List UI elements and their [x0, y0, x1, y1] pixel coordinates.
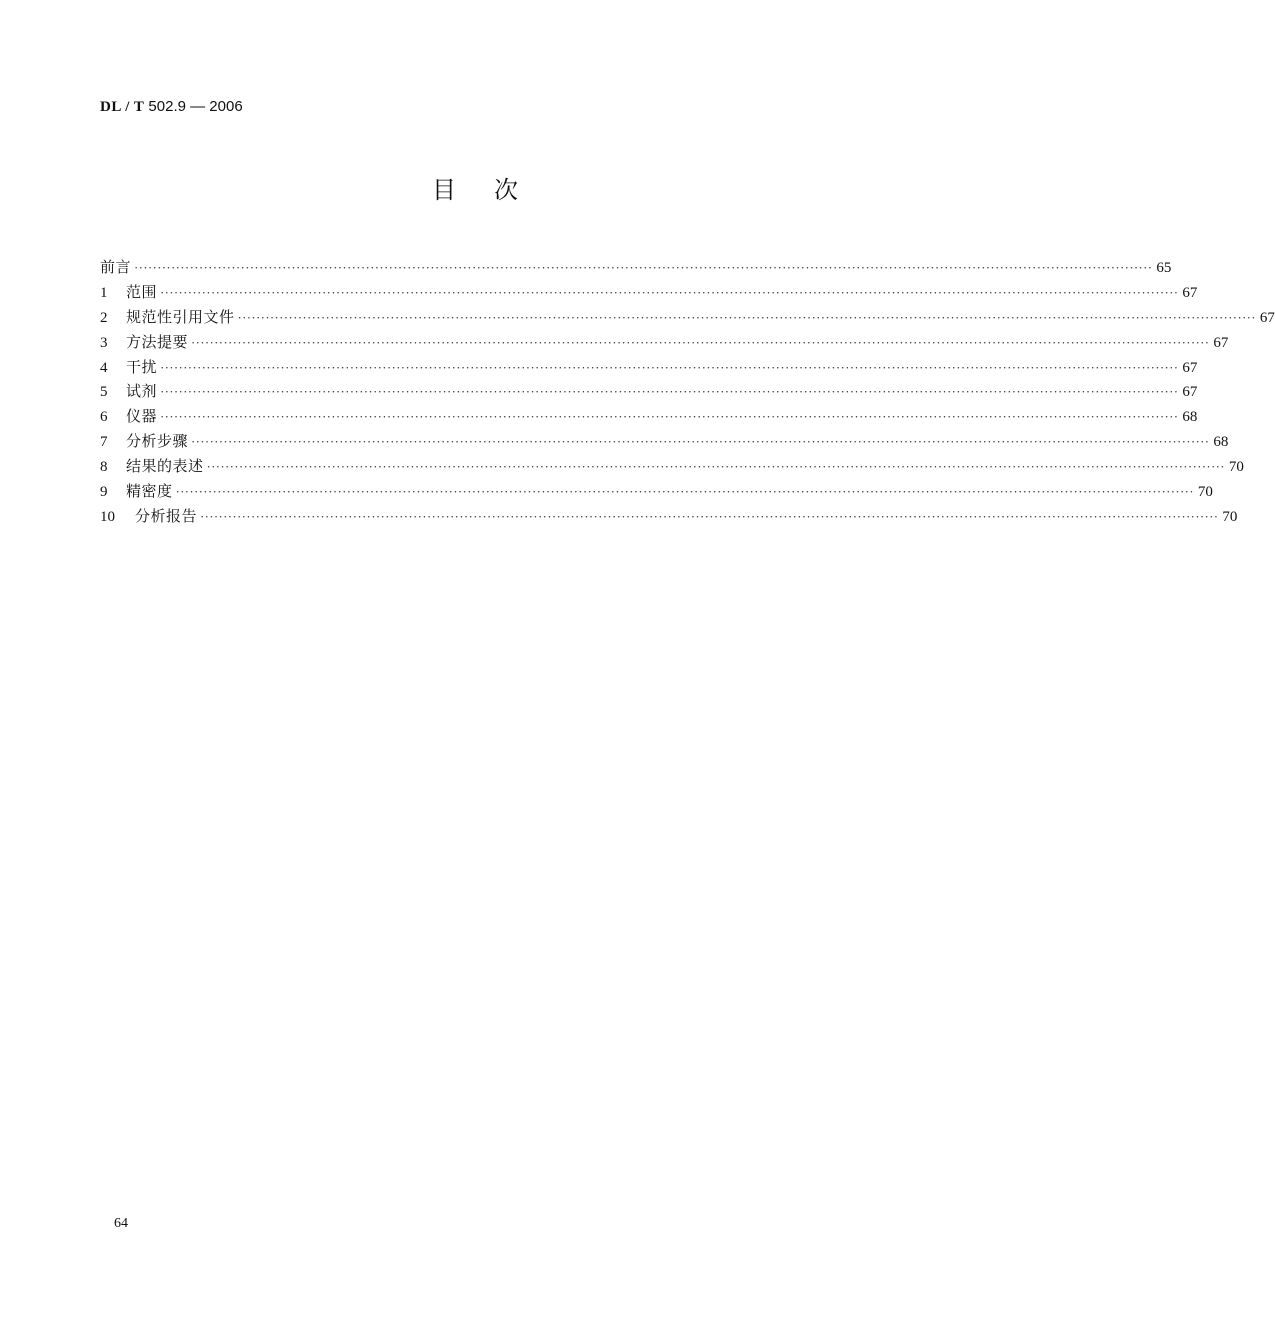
- toc-entry-number: 7: [100, 434, 108, 451]
- toc-entry-scope[interactable]: [100, 280, 1198, 305]
- toc-entry-label: 前言: [100, 258, 132, 276]
- toc-entry-page: 67: [1182, 384, 1198, 401]
- dot-leader: ····························································································································································································································: [206, 459, 1225, 475]
- toc-entry-label: 分析步骤: [126, 432, 189, 451]
- toc-entry-label: 分析报告: [135, 506, 198, 525]
- toc-entry-procedure[interactable]: [100, 429, 1229, 454]
- toc-entry-number: 10: [100, 508, 115, 525]
- dot-leader: ····························································································································································································································: [160, 384, 1179, 400]
- dot-leader: ····························································································································································································································: [191, 334, 1210, 350]
- toc-entry-label: 方法提要: [126, 332, 189, 351]
- toc-entry-apparatus[interactable]: [100, 404, 1198, 429]
- toc-entry-number: 6: [100, 409, 108, 426]
- toc-entry-expression-of-results[interactable]: [100, 454, 1244, 479]
- toc-entry-number: 9: [100, 484, 108, 501]
- toc-entry-number: 5: [100, 384, 108, 401]
- dot-leader: ····························································································································································································································: [175, 484, 1194, 500]
- toc-entry-page: 70: [1222, 508, 1238, 525]
- toc-entry-number: 1: [100, 284, 108, 301]
- toc-entry-normative-references[interactable]: [100, 305, 1275, 330]
- standard-code-header: [100, 96, 243, 117]
- toc-entry-page: 67: [1213, 334, 1229, 351]
- dot-leader: ····························································································································································································································: [237, 309, 1256, 325]
- toc-entry-page: 68: [1182, 409, 1198, 426]
- toc-entry-page: 70: [1197, 484, 1213, 501]
- toc-entry-reagents[interactable]: [100, 379, 1198, 404]
- toc-entry-label: 范围: [126, 282, 158, 301]
- toc-entry-label: 精密度: [126, 482, 173, 501]
- toc-entry-interference[interactable]: [100, 355, 1198, 380]
- toc-entry-number: 3: [100, 334, 108, 351]
- toc-entry-page: 65: [1156, 260, 1172, 276]
- toc-entry-page: 68: [1213, 434, 1229, 451]
- dot-leader: ····························································································································································································································: [191, 434, 1210, 450]
- toc-entry-page: 67: [1259, 309, 1275, 326]
- dot-leader: ····························································································································································································································: [160, 409, 1179, 425]
- standard-prefix: DL / T: [100, 99, 145, 115]
- toc-entry-method-summary[interactable]: [100, 330, 1229, 355]
- toc-entry-foreword[interactable]: [100, 255, 1172, 280]
- toc-title: 目次: [432, 176, 556, 204]
- toc-entry-number: 2: [100, 309, 108, 326]
- toc-entry-page: 70: [1228, 459, 1244, 476]
- dot-leader: ····························································································································································································································: [200, 508, 1219, 524]
- toc-entry-page: 67: [1182, 359, 1198, 376]
- page-number: 64: [114, 1216, 128, 1231]
- toc-entry-page: 67: [1182, 284, 1198, 301]
- toc-entry-label: 干扰: [126, 357, 158, 376]
- toc-entry-precision[interactable]: [100, 479, 1213, 504]
- dot-leader: ····························································································································································································································: [160, 359, 1179, 375]
- dot-leader: ····························································································································································································································: [134, 260, 1153, 275]
- toc-entry-label: 试剂: [126, 382, 158, 401]
- dot-leader: ····························································································································································································································: [160, 284, 1179, 300]
- toc-entry-number: 4: [100, 359, 108, 376]
- toc-entry-analysis-report[interactable]: [100, 504, 1238, 529]
- standard-number: 502.9 — 2006: [148, 98, 243, 115]
- toc-entry-number: 8: [100, 459, 108, 476]
- toc-entry-label: 规范性引用文件: [126, 307, 235, 326]
- table-of-contents: [100, 255, 1275, 529]
- toc-entry-label: 结果的表述: [126, 457, 204, 476]
- toc-entry-label: 仪器: [126, 407, 158, 426]
